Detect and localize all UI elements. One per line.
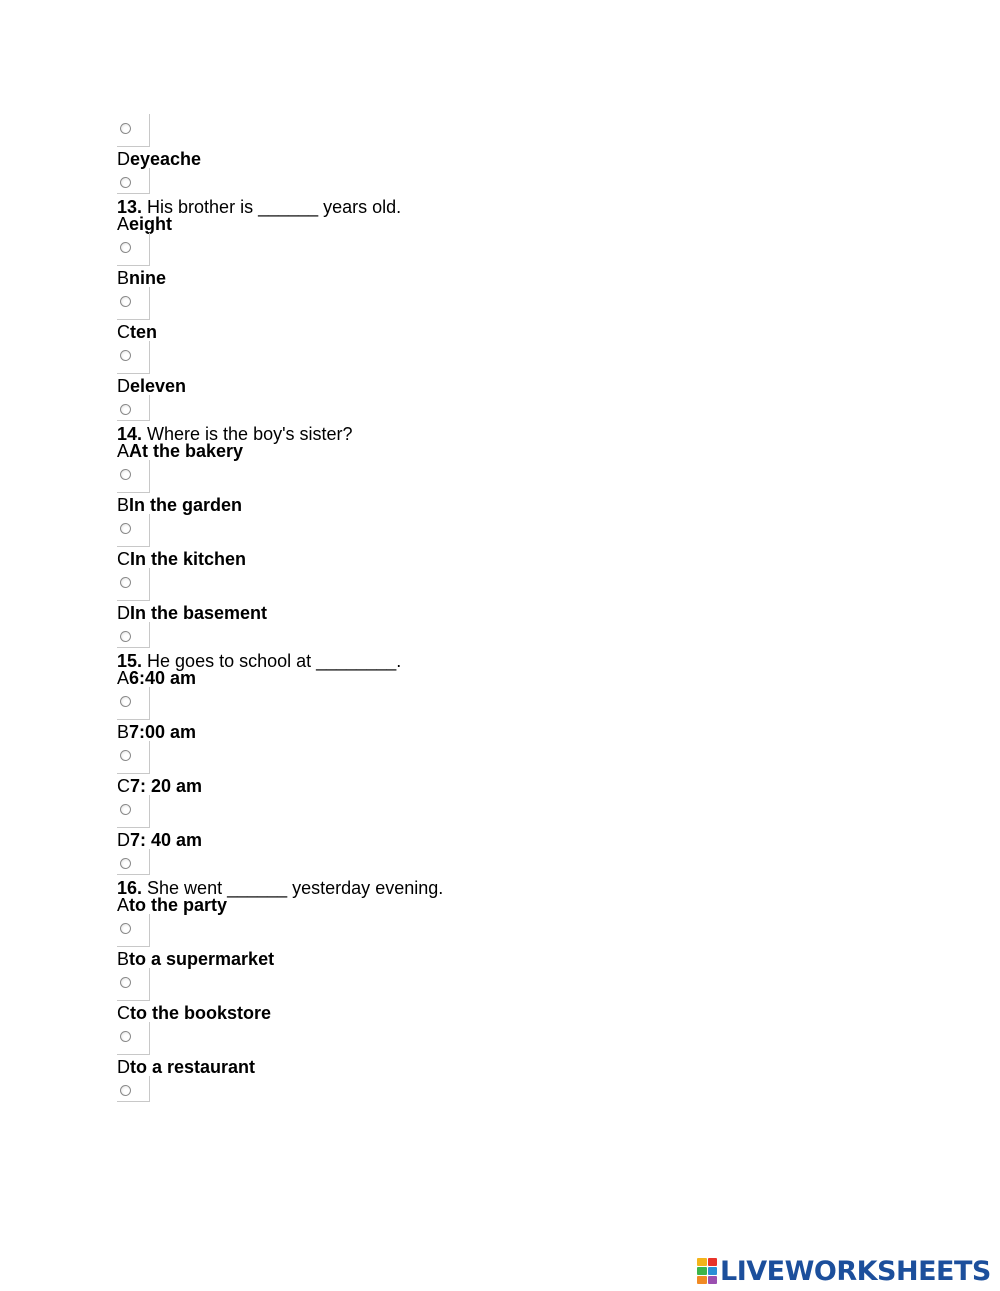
- question-15: [117, 647, 717, 874]
- radio-row: [117, 341, 717, 378]
- radio-button-icon[interactable]: [120, 350, 131, 361]
- radio-button-icon[interactable]: [120, 242, 131, 253]
- option-letter: C: [117, 549, 130, 569]
- option-text: 6:40 am: [129, 668, 197, 688]
- option-text: eight: [129, 214, 173, 234]
- radio-row: [117, 849, 717, 874]
- radio-cell: [117, 687, 150, 720]
- radio-button-icon[interactable]: [120, 523, 131, 534]
- option-text: eyeache: [130, 149, 202, 169]
- radio-row: [117, 1076, 717, 1101]
- question-16: [117, 874, 717, 1101]
- option-label: [117, 778, 717, 795]
- logo-mark-tile: [708, 1267, 718, 1275]
- option-text: nine: [129, 268, 167, 288]
- option-label: [117, 378, 717, 395]
- option-label: [117, 951, 717, 968]
- radio-button-icon[interactable]: [120, 631, 131, 642]
- option-letter: B: [117, 722, 130, 742]
- radio-row: [117, 395, 717, 420]
- question-prompt: Where is the boy's sister?: [142, 424, 353, 444]
- radio-cell: [117, 233, 150, 266]
- radio-button-icon[interactable]: [120, 923, 131, 934]
- option-letter: D: [117, 149, 130, 169]
- option-text: to the bookstore: [130, 1003, 272, 1023]
- radio-row: [117, 622, 717, 647]
- radio-button-icon[interactable]: [120, 1085, 131, 1096]
- radio-row: [117, 1022, 717, 1059]
- logo-mark-tile: [697, 1267, 707, 1275]
- question-prompt: She went ______ yesterday evening.: [142, 878, 444, 898]
- question-number: 15.: [117, 651, 143, 671]
- radio-button-icon[interactable]: [120, 696, 131, 707]
- option-text: eleven: [130, 376, 187, 396]
- option-text: to a restaurant: [130, 1057, 256, 1077]
- option-label: [117, 897, 717, 914]
- question-number: 13.: [117, 197, 143, 217]
- option-letter: B: [117, 268, 130, 288]
- radio-row: [117, 687, 717, 724]
- question-text: [117, 193, 717, 216]
- option-label: [117, 216, 717, 233]
- radio-row: [117, 114, 717, 151]
- radio-button-icon[interactable]: [120, 858, 131, 869]
- option-letter: D: [117, 1057, 130, 1077]
- question-13: [117, 193, 717, 420]
- option-letter: A: [117, 895, 130, 915]
- option-letter: C: [117, 776, 130, 796]
- question-prompt: His brother is ______ years old.: [142, 197, 402, 217]
- radio-button-icon[interactable]: [120, 296, 131, 307]
- question-list: [117, 193, 717, 1101]
- radio-button-icon[interactable]: [120, 123, 131, 134]
- radio-row: [117, 795, 717, 832]
- option-text: to a supermarket: [129, 949, 275, 969]
- radio-button-icon[interactable]: [120, 750, 131, 761]
- radio-row: [117, 287, 717, 324]
- option-letter: C: [117, 322, 130, 342]
- option-text: In the basement: [130, 603, 268, 623]
- option-letter: C: [117, 1003, 130, 1023]
- option-text: to the party: [129, 895, 228, 915]
- radio-cell: [117, 568, 150, 601]
- radio-cell: [117, 968, 150, 1001]
- radio-cell: [117, 622, 150, 648]
- radio-row: [117, 460, 717, 497]
- logo-mark-tile: [697, 1276, 707, 1284]
- option-text: ten: [130, 322, 157, 342]
- option-label: [117, 605, 717, 622]
- option-letter: D: [117, 603, 130, 623]
- question-prompt: He goes to school at ________.: [142, 651, 402, 671]
- radio-row: [117, 168, 717, 193]
- radio-cell: [117, 914, 150, 947]
- option-label: [117, 1059, 717, 1076]
- radio-row: [117, 741, 717, 778]
- option-letter: B: [117, 495, 130, 515]
- radio-button-icon[interactable]: [120, 177, 131, 188]
- radio-cell: [117, 795, 150, 828]
- option-label: [117, 1005, 717, 1022]
- logo-mark-tile: [697, 1258, 707, 1266]
- radio-cell: [117, 849, 150, 875]
- option-label: [117, 270, 717, 287]
- radio-cell: [117, 514, 150, 547]
- option-label: [117, 443, 717, 460]
- logo-mark-tile: [708, 1258, 718, 1266]
- radio-button-icon[interactable]: [120, 404, 131, 415]
- option-label: [117, 497, 717, 514]
- option-text: In the kitchen: [130, 549, 247, 569]
- radio-cell: [117, 1076, 150, 1102]
- logo-mark-icon: [697, 1258, 717, 1284]
- option-text: 7: 40 am: [130, 830, 203, 850]
- option-text: 7:00 am: [129, 722, 197, 742]
- liveworksheets-logo: [697, 1256, 991, 1286]
- logo-mark-tile: [708, 1276, 718, 1284]
- radio-button-icon[interactable]: [120, 1031, 131, 1042]
- question-text: [117, 874, 717, 897]
- option-letter: D: [117, 376, 130, 396]
- option-letter: B: [117, 949, 130, 969]
- option-letter: A: [117, 214, 130, 234]
- option-label: [117, 724, 717, 741]
- option-text: 7: 20 am: [130, 776, 203, 796]
- question-14: [117, 420, 717, 647]
- option-letter: A: [117, 441, 130, 461]
- radio-button-icon[interactable]: [120, 977, 131, 988]
- option-label: [117, 670, 717, 687]
- radio-row: [117, 233, 717, 270]
- radio-button-icon[interactable]: [120, 577, 131, 588]
- radio-row: [117, 568, 717, 605]
- question-number: 14.: [117, 424, 143, 444]
- radio-button-icon[interactable]: [120, 804, 131, 815]
- option-text: At the bakery: [129, 441, 244, 461]
- radio-cell: [117, 1022, 150, 1055]
- radio-cell: [117, 168, 150, 194]
- option-label: [117, 551, 717, 568]
- option-letter: D: [117, 830, 130, 850]
- radio-button-icon[interactable]: [120, 469, 131, 480]
- radio-cell: [117, 114, 150, 147]
- worksheet-content: [117, 114, 717, 1101]
- option-letter: A: [117, 668, 130, 688]
- radio-cell: [117, 287, 150, 320]
- radio-row: [117, 968, 717, 1005]
- radio-cell: [117, 341, 150, 374]
- option-label-d-previous: [117, 151, 717, 168]
- option-label: [117, 324, 717, 341]
- option-text: In the garden: [129, 495, 243, 515]
- radio-cell: [117, 395, 150, 421]
- logo-text: LIVEWORKSHEETS: [720, 1255, 991, 1287]
- option-label: [117, 832, 717, 849]
- radio-row: [117, 914, 717, 951]
- question-text: [117, 647, 717, 670]
- radio-row: [117, 514, 717, 551]
- question-text: [117, 420, 717, 443]
- radio-cell: [117, 460, 150, 493]
- question-number: 16.: [117, 878, 143, 898]
- radio-cell: [117, 741, 150, 774]
